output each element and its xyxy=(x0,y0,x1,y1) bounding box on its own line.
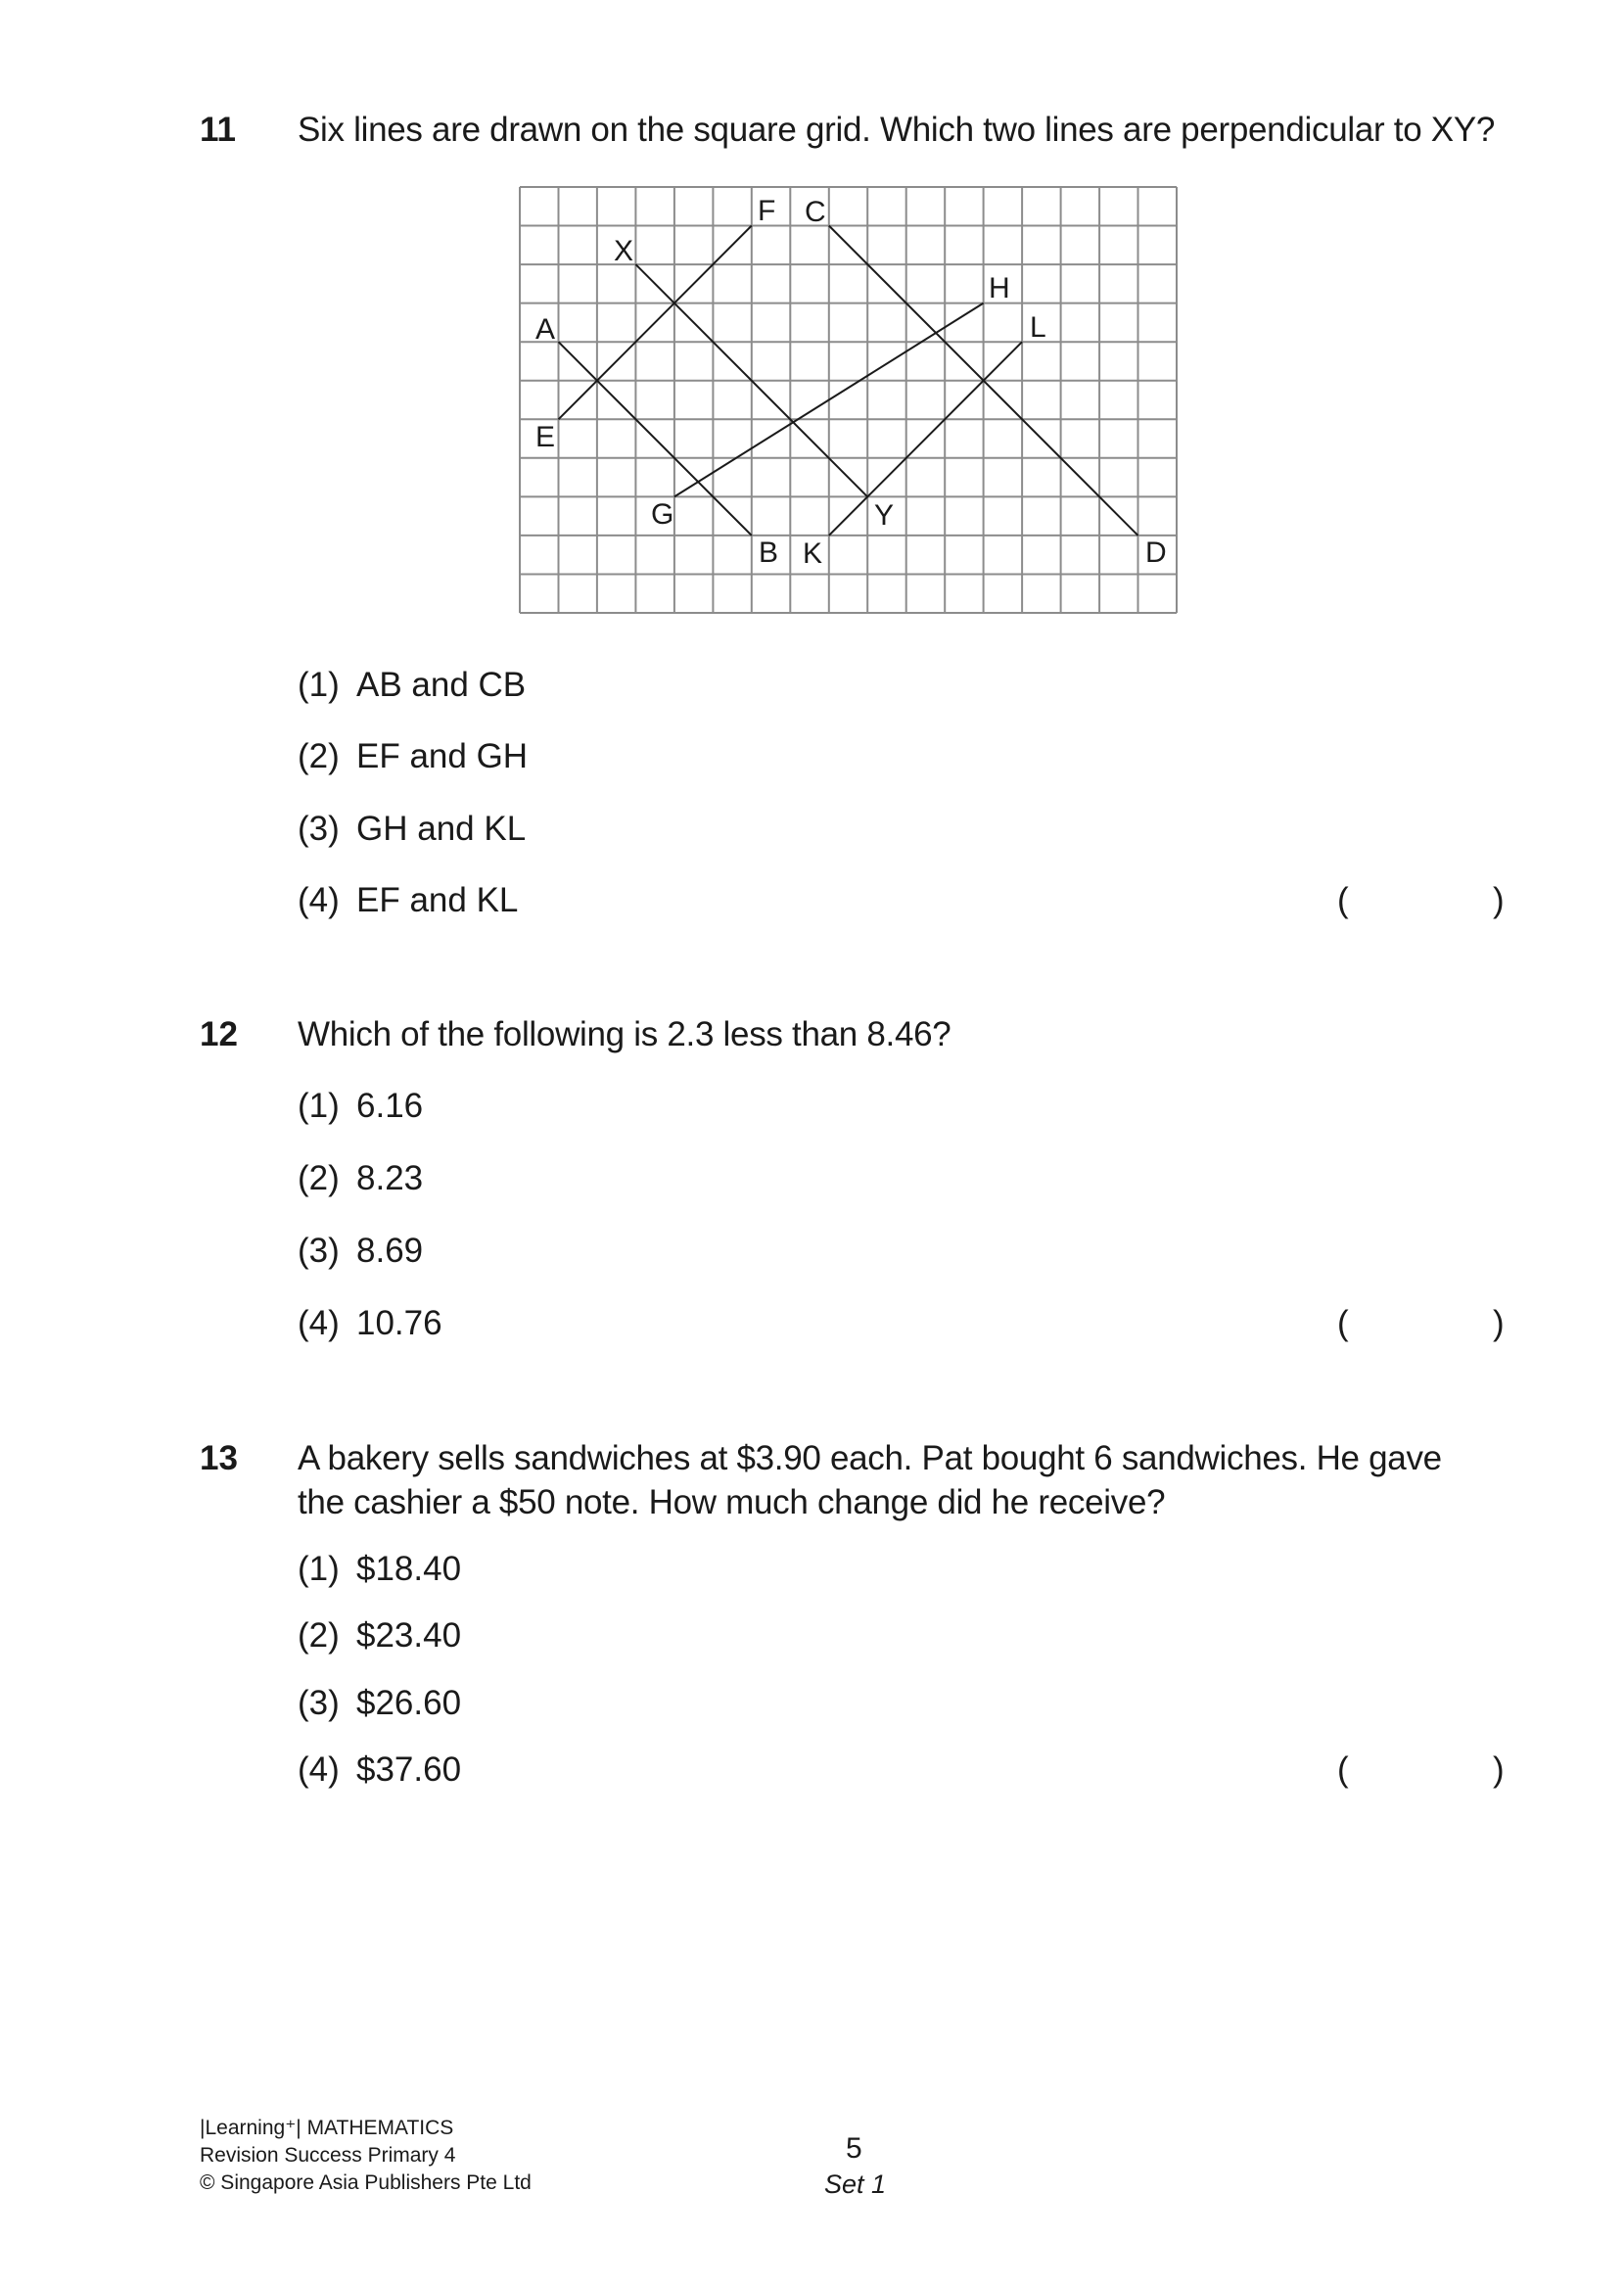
line-KL xyxy=(829,342,1022,536)
q11-option-2 xyxy=(298,737,528,776)
option-number: (3) xyxy=(298,1684,340,1722)
q13-answer-bracket-open: ( xyxy=(1337,1750,1349,1789)
question-13-number: 13 xyxy=(200,1439,238,1477)
label-B: B xyxy=(759,537,779,569)
question-11-number: 11 xyxy=(200,111,236,149)
line-EF xyxy=(559,226,752,420)
label-D: D xyxy=(1145,537,1167,569)
q12-option-4 xyxy=(298,1304,442,1343)
q13-option-3 xyxy=(298,1684,461,1723)
set-label: Set 1 xyxy=(824,2169,887,2199)
q13-option-2 xyxy=(298,1616,461,1656)
option-number: (4) xyxy=(298,881,340,919)
option-text: 6.16 xyxy=(356,1087,424,1125)
option-text: 10.76 xyxy=(356,1304,442,1342)
question-13-text-line-1: A bakery sells sandwiches at $3.90 each. Pat bought 6 sandwiches. He gave xyxy=(298,1439,1442,1477)
footer-book-title: Revision Success Primary 4 xyxy=(200,2144,456,2167)
label-H: H xyxy=(989,272,1010,304)
option-text: $18.40 xyxy=(356,1550,462,1588)
page-number: 5 xyxy=(846,2132,862,2165)
question-11-text: Six lines are drawn on the square grid. Which two lines are perpendicular to XY? xyxy=(298,111,1496,149)
q13-answer-bracket-close: ) xyxy=(1493,1750,1505,1789)
q12-answer-box[interactable] xyxy=(1356,1302,1488,1346)
option-number: (2) xyxy=(298,737,340,775)
label-A: A xyxy=(535,313,556,346)
option-number: (2) xyxy=(298,1616,340,1655)
label-G: G xyxy=(651,498,674,531)
option-number: (2) xyxy=(298,1159,340,1197)
q11-answer-box[interactable] xyxy=(1356,879,1488,923)
question-12-text: Which of the following is 2.3 less than 8.46? xyxy=(298,1015,951,1053)
q13-option-1 xyxy=(298,1550,461,1589)
option-text: 8.69 xyxy=(356,1232,424,1270)
q11-option-4 xyxy=(298,881,518,920)
question-12-number: 12 xyxy=(200,1015,238,1053)
footer-series-title: |Learning⁺| MATHEMATICS xyxy=(200,2117,454,2139)
option-number: (3) xyxy=(298,810,340,848)
q12-answer-bracket-close: ) xyxy=(1493,1304,1505,1342)
q11-option-3 xyxy=(298,810,526,849)
q13-option-4 xyxy=(298,1750,461,1790)
q11-answer-bracket-close: ) xyxy=(1493,881,1505,919)
option-number: (1) xyxy=(298,1550,340,1588)
q11-option-1 xyxy=(298,666,526,705)
option-number: (4) xyxy=(298,1304,340,1342)
option-text: $26.60 xyxy=(356,1684,462,1722)
footer-copyright: © Singapore Asia Publishers Pte Ltd xyxy=(200,2171,532,2194)
option-text: EF and GH xyxy=(356,737,529,775)
label-Y: Y xyxy=(874,499,895,532)
option-number: (1) xyxy=(298,666,340,704)
option-number: (1) xyxy=(298,1087,340,1125)
q11-answer-bracket-open: ( xyxy=(1337,881,1349,919)
label-K: K xyxy=(803,537,823,570)
footer-publication-info xyxy=(200,2115,532,2197)
option-text: 8.23 xyxy=(356,1159,424,1197)
label-F: F xyxy=(758,195,776,227)
option-text: EF and KL xyxy=(356,881,519,919)
label-E: E xyxy=(535,421,556,453)
option-text: GH and KL xyxy=(356,810,527,848)
q12-option-2 xyxy=(298,1159,423,1198)
q12-option-3 xyxy=(298,1232,423,1271)
perpendicular-lines-grid-diagram xyxy=(0,0,1624,685)
q13-answer-box[interactable] xyxy=(1356,1749,1488,1793)
question-13-text-line-2: the cashier a $50 note. How much change did he receive? xyxy=(298,1483,1166,1521)
q12-option-1 xyxy=(298,1087,423,1126)
q12-answer-bracket-open: ( xyxy=(1337,1304,1349,1342)
option-text: $37.60 xyxy=(356,1750,462,1789)
label-X: X xyxy=(614,235,634,267)
label-C: C xyxy=(805,196,826,228)
option-text: $23.40 xyxy=(356,1616,462,1655)
option-number: (3) xyxy=(298,1232,340,1270)
label-L: L xyxy=(1030,311,1046,344)
option-text: AB and CB xyxy=(356,666,527,704)
option-number: (4) xyxy=(298,1750,340,1789)
